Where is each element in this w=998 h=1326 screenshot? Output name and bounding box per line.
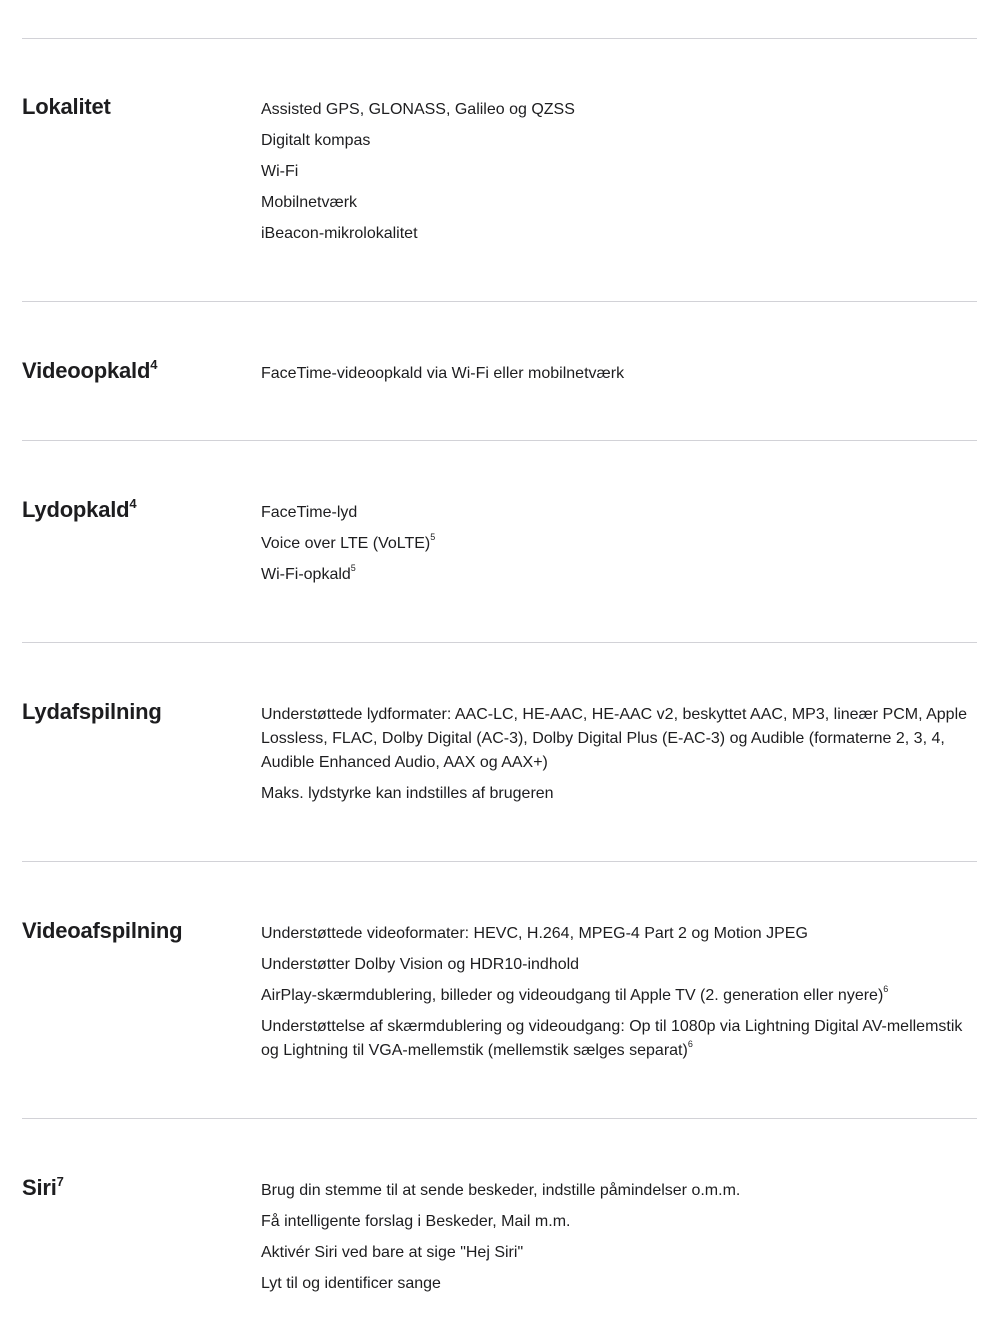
spec-item: Brug din stemme til at sende beskeder, indstille påmindelser o.m.m.: [261, 1182, 741, 1199]
spec-list: [261, 703, 971, 813]
spec-item: Aktivér Siri ved bare at sige "Hej Siri": [261, 1244, 524, 1261]
divider: [22, 301, 977, 302]
divider: [22, 861, 977, 862]
footnote-marker: 4: [129, 495, 137, 511]
divider: [22, 1118, 977, 1119]
spec-item: Maks. lydstyrke kan indstilles af brugeren: [261, 785, 554, 802]
spec-item: iBeacon-mikrolokalitet: [261, 225, 418, 242]
spec-item: Wi-Fi-opkald$^5$: [261, 562, 356, 583]
spec-item: Lyt til og identificer sange: [261, 1275, 441, 1292]
footnote-marker: 6: [687, 1038, 693, 1049]
spec-list: [261, 922, 971, 1070]
footnote-marker: 4: [150, 356, 158, 372]
section-title: Lokalitet: [22, 94, 111, 119]
spec-item: Assisted GPS, GLONASS, Galileo og QZSS: [261, 101, 575, 118]
divider: [22, 38, 977, 39]
footnote-marker: 7: [56, 1173, 64, 1189]
section-title: Videoopkald$^4$: [22, 356, 158, 383]
spec-item: Digitalt kompas: [261, 132, 371, 149]
spec-item: Understøttede videoformater: HEVC, H.264, MPEG-4 Part 2 og Motion JPEG: [261, 925, 808, 942]
footnote-marker: 5: [430, 531, 436, 542]
spec-item: Få intelligente forslag i Beskeder, Mail m.m.: [261, 1213, 571, 1230]
section-title: Lydafspilning: [22, 699, 162, 724]
spec-list: [261, 362, 971, 393]
spec-item: FaceTime-lyd: [261, 504, 358, 521]
spec-list: [261, 1179, 971, 1303]
spec-list: [261, 501, 971, 594]
section-title: Siri$^7$: [22, 1173, 64, 1200]
spec-item: Understøttelse af skærmdublering og videoudgang: Op til 1080p via Lightning Digital AV-mellemstik og Lightning til VGA-mellemstik (mellemstik sælges separat)$^6$: [261, 1018, 963, 1059]
spec-item: Understøtter Dolby Vision og HDR10-indhold: [261, 956, 580, 973]
divider: [22, 440, 977, 441]
spec-list: [261, 98, 971, 253]
spec-item: Voice over LTE (VoLTE)$^5$: [261, 531, 436, 552]
spec-item: AirPlay-skærmdublering, billeder og videoudgang til Apple TV (2. generation eller nyere)$^6$: [261, 983, 889, 1004]
footnote-marker: 6: [883, 983, 889, 994]
spec-item: Mobilnetværk: [261, 194, 358, 211]
section-title: Lydopkald$^4$: [22, 495, 137, 522]
spec-item: Wi-Fi: [261, 163, 299, 180]
footnote-marker: 5: [350, 562, 356, 573]
section-title: Videoafspilning: [22, 918, 183, 943]
spec-item: FaceTime-videoopkald via Wi-Fi eller mobilnetværk: [261, 365, 625, 382]
spec-item: Understøttede lydformater: AAC-LC, HE-AAC, HE-AAC v2, beskyttet AAC, MP3, lineær PCM, Apple Lossless, FLAC, Dolby Digital (AC-3), Dolby Digital Plus (E-AC-3) og Audible (formaterne 2, 3, 4, Audible Enhanced Audio, AAX og AAX+): [261, 706, 968, 771]
divider: [22, 642, 977, 643]
